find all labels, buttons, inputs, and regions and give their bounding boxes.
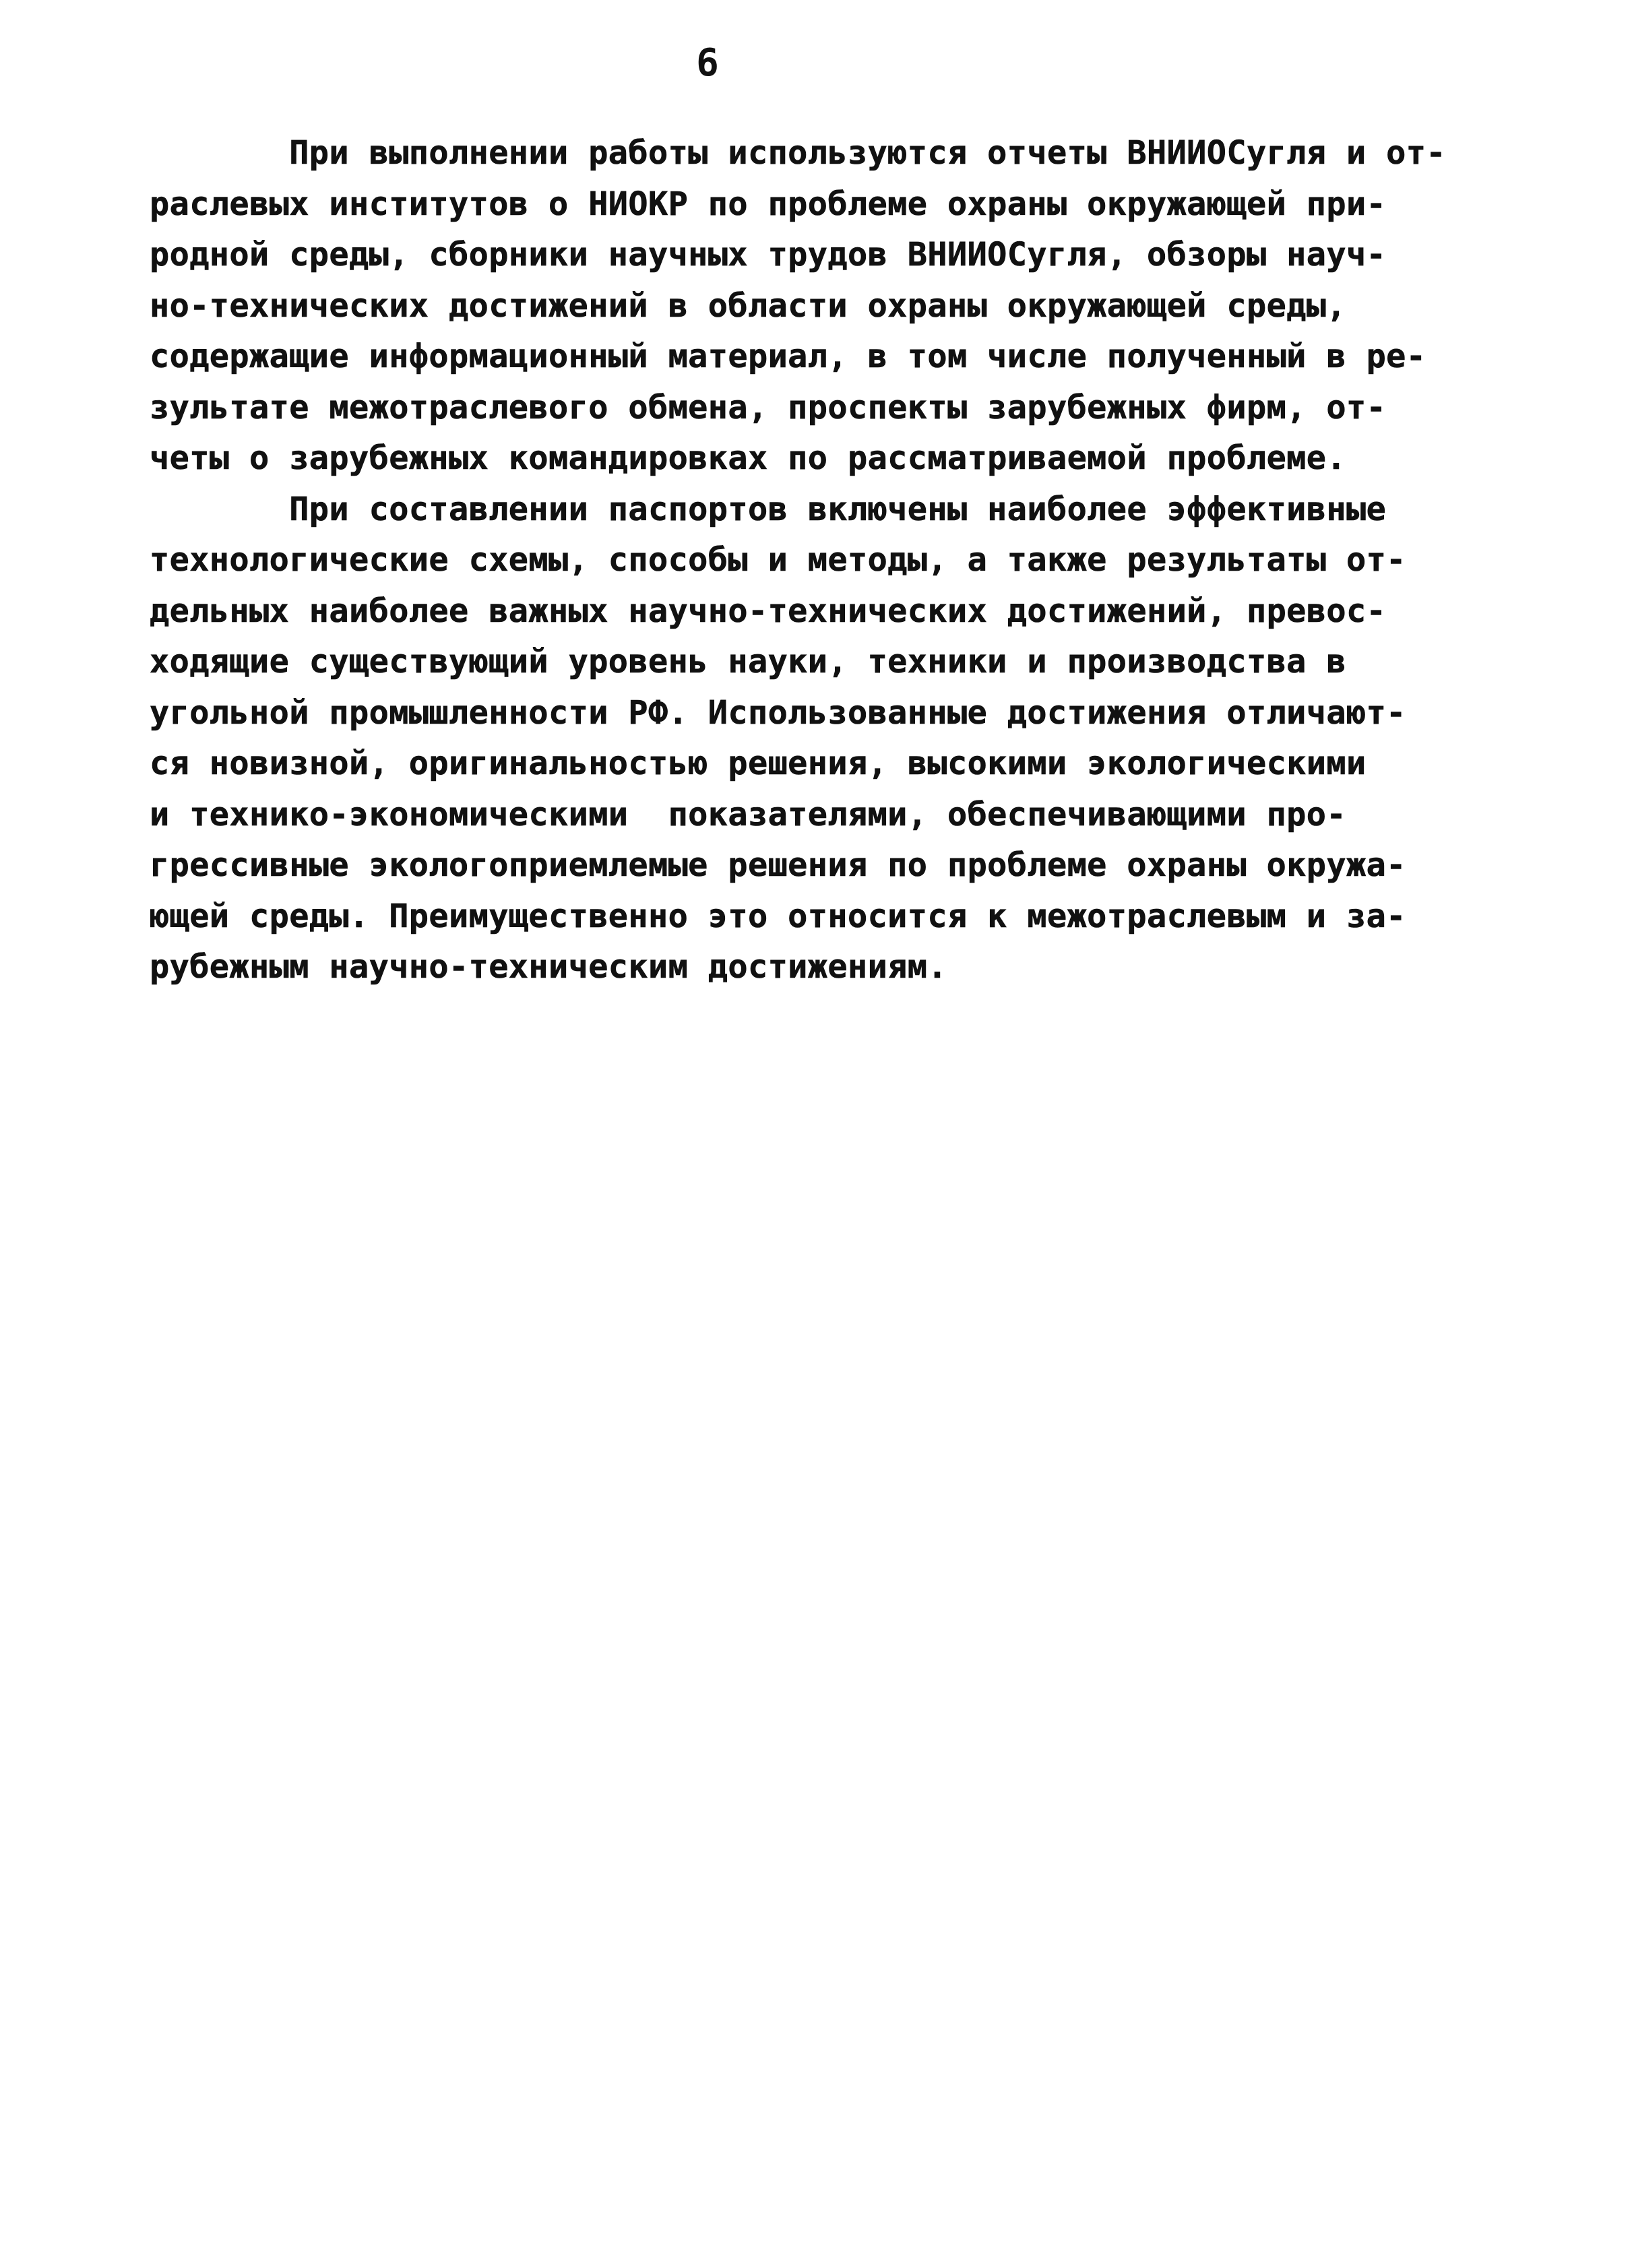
text-line: дельных наиболее важных научно-технических достижений, превос-: [150, 592, 1387, 630]
text-line: родной среды, сборники научных трудов ВНИИОСугля, обзоры науч-: [150, 236, 1387, 274]
text-line: технологические схемы, способы и методы, а также результаты от-: [150, 541, 1406, 579]
text-line: При составлении паспортов включены наиболее эффективные: [150, 490, 1387, 528]
document-body: [150, 128, 1511, 993]
text-line: При выполнении работы используются отчеты ВНИИОСугля и от-: [150, 134, 1446, 172]
text-line: ся новизной, оригинальностью решения, высокими экологическими: [150, 745, 1367, 782]
text-line: но-технических достижений в области охраны окружающей среды,: [150, 286, 1346, 325]
page-number: 6: [696, 41, 719, 85]
paragraph-sources: [150, 128, 1511, 484]
text-line: грессивные экологоприемлемые решения по проблеме охраны окружа-: [150, 846, 1406, 884]
text-line: рубежным научно-техническим достижениям.: [150, 948, 947, 986]
text-line: ходящие существующий уровень науки, техники и производства в: [150, 643, 1346, 681]
text-line: содержащие информационный материал, в том числе полученный в ре-: [150, 338, 1426, 375]
text-line: угольной промышленности РФ. Использованные достижения отличают-: [150, 693, 1406, 732]
text-line: ющей среды. Преимущественно это относится к межотраслевым и за-: [150, 897, 1406, 935]
paragraph-passports: [150, 484, 1511, 993]
text-line: и технико-экономическими показателями, обеспечивающими про-: [150, 795, 1346, 833]
text-line: зультате межотраслевого обмена, проспекты зарубежных фирм, от-: [150, 388, 1387, 427]
text-line: четы о зарубежных командировках по рассматриваемой проблеме.: [150, 439, 1346, 477]
text-line: раслевых институтов о НИОКР по проблеме охраны окружающей при-: [150, 185, 1387, 223]
